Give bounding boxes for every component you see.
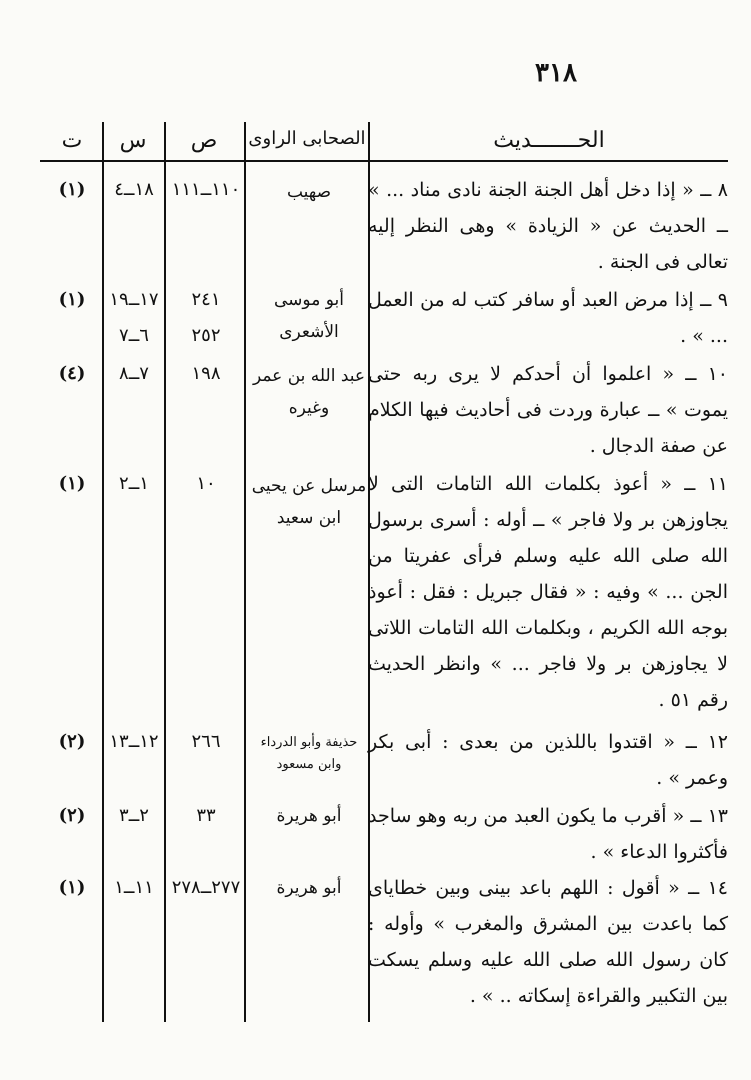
hadith-text: ٨ ــ « إذا دخل أهل الجنة الجنة نادى مناد ... » ــ الحديث عن « الزيادة » وهى النظر إليه تعالى فى الجنة . [368,179,728,273]
narrator: مرسل عن يحيى ابن سعيد [251,476,367,528]
line-ref: ٢ــ٣ [119,805,149,826]
source-ref: (٤) [58,363,86,384]
header-narrator: الصحابى الراوى [248,128,366,149]
line-ref: ٧ــ٨ [119,363,149,384]
page-ref: ٢٦٦ [191,731,221,752]
header-ref: ت [61,128,83,153]
source-ref: (١) [58,473,86,494]
source-ref: (١) [58,877,86,898]
page-ref: ٢٧٧ــ٢٧٨ [171,877,241,898]
header-page: ص [190,128,218,153]
header-line: س [119,128,147,153]
line-ref: ١٨ــ٤ [114,179,154,200]
hadith-text: ١٠ ــ « اعلموا أن أحدكم لا يرى ربه حتى يموت » ــ عبارة وردت فى أحاديث فيها الكلام عن صفة الدجال . [368,363,728,457]
hadith-text: ١١ ــ « أعوذ بكلمات الله التامات التى لا يجاوزهن بر ولا فاجر » ــ أوله : أسرى برسول الله صلى الله عليه وسلم فرأى عفريتا من الجن ... » وفيه : « فقال جبريل : فقل : أعوذ بوجه الله الكريم ، وبكلمات الله التامات اللاتى لا يجاوزهن بر ولا فاجر ... » وانظر الحديث رقم ٥١ . [368,473,728,711]
source-ref: (١) [58,289,86,310]
narrator: حذيفة وأبو الدرداء وابن مسعود [260,735,358,772]
hadith-text: ٩ ــ إذا مرض العبد أو سافر كتب له من العمل ... » . [368,289,728,347]
narrator: صهيب [286,182,332,202]
hadith-index-table [40,120,730,1020]
narrator: أبو موسى الأشعرى [274,290,344,342]
narrator: عبد الله بن عمر وغيره [252,366,366,418]
source-ref: (١) [58,179,86,200]
page-ref: ٣٣ [196,805,216,826]
line-ref: ١ــ٢ [119,473,149,494]
page-ref: ٢٤١ ٢٥٢ [191,289,221,346]
hadith-text: ١٢ ــ « اقتدوا باللذين من بعدى : أبى بكر وعمر » . [368,731,728,789]
line-ref: ١١ــ١ [114,877,154,898]
page-ref: ١٠ [196,473,216,494]
line-ref: ١٢ــ١٣ [109,731,159,752]
header-rule [40,160,728,162]
hadith-text: ١٣ ــ « أقرب ما يكون العبد من ربه وهو ساجد فأكثروا الدعاء » . [368,805,728,863]
narrator: أبو هريرة [276,878,342,898]
page-ref: ١١٠ــ١١١ [171,179,241,200]
line-ref: ١٧ــ١٩ ٦ــ٧ [109,289,159,346]
source-ref: (٢) [58,731,86,752]
header-hadith: الحـــــــديث [493,128,605,153]
narrator: أبو هريرة [276,806,342,826]
hadith-text: ١٤ ــ « أقول : اللهم باعد بينى وبين خطاياى كما باعدت بين المشرق والمغرب » وأوله : كان رسول الله صلى الله عليه وسلم يسكت بين التكبير والقراءة إسكاته .. » . [368,877,728,1007]
page-ref: ١٩٨ [191,363,221,384]
source-ref: (٢) [58,805,86,826]
page-number: ٣١٨ [535,58,577,88]
